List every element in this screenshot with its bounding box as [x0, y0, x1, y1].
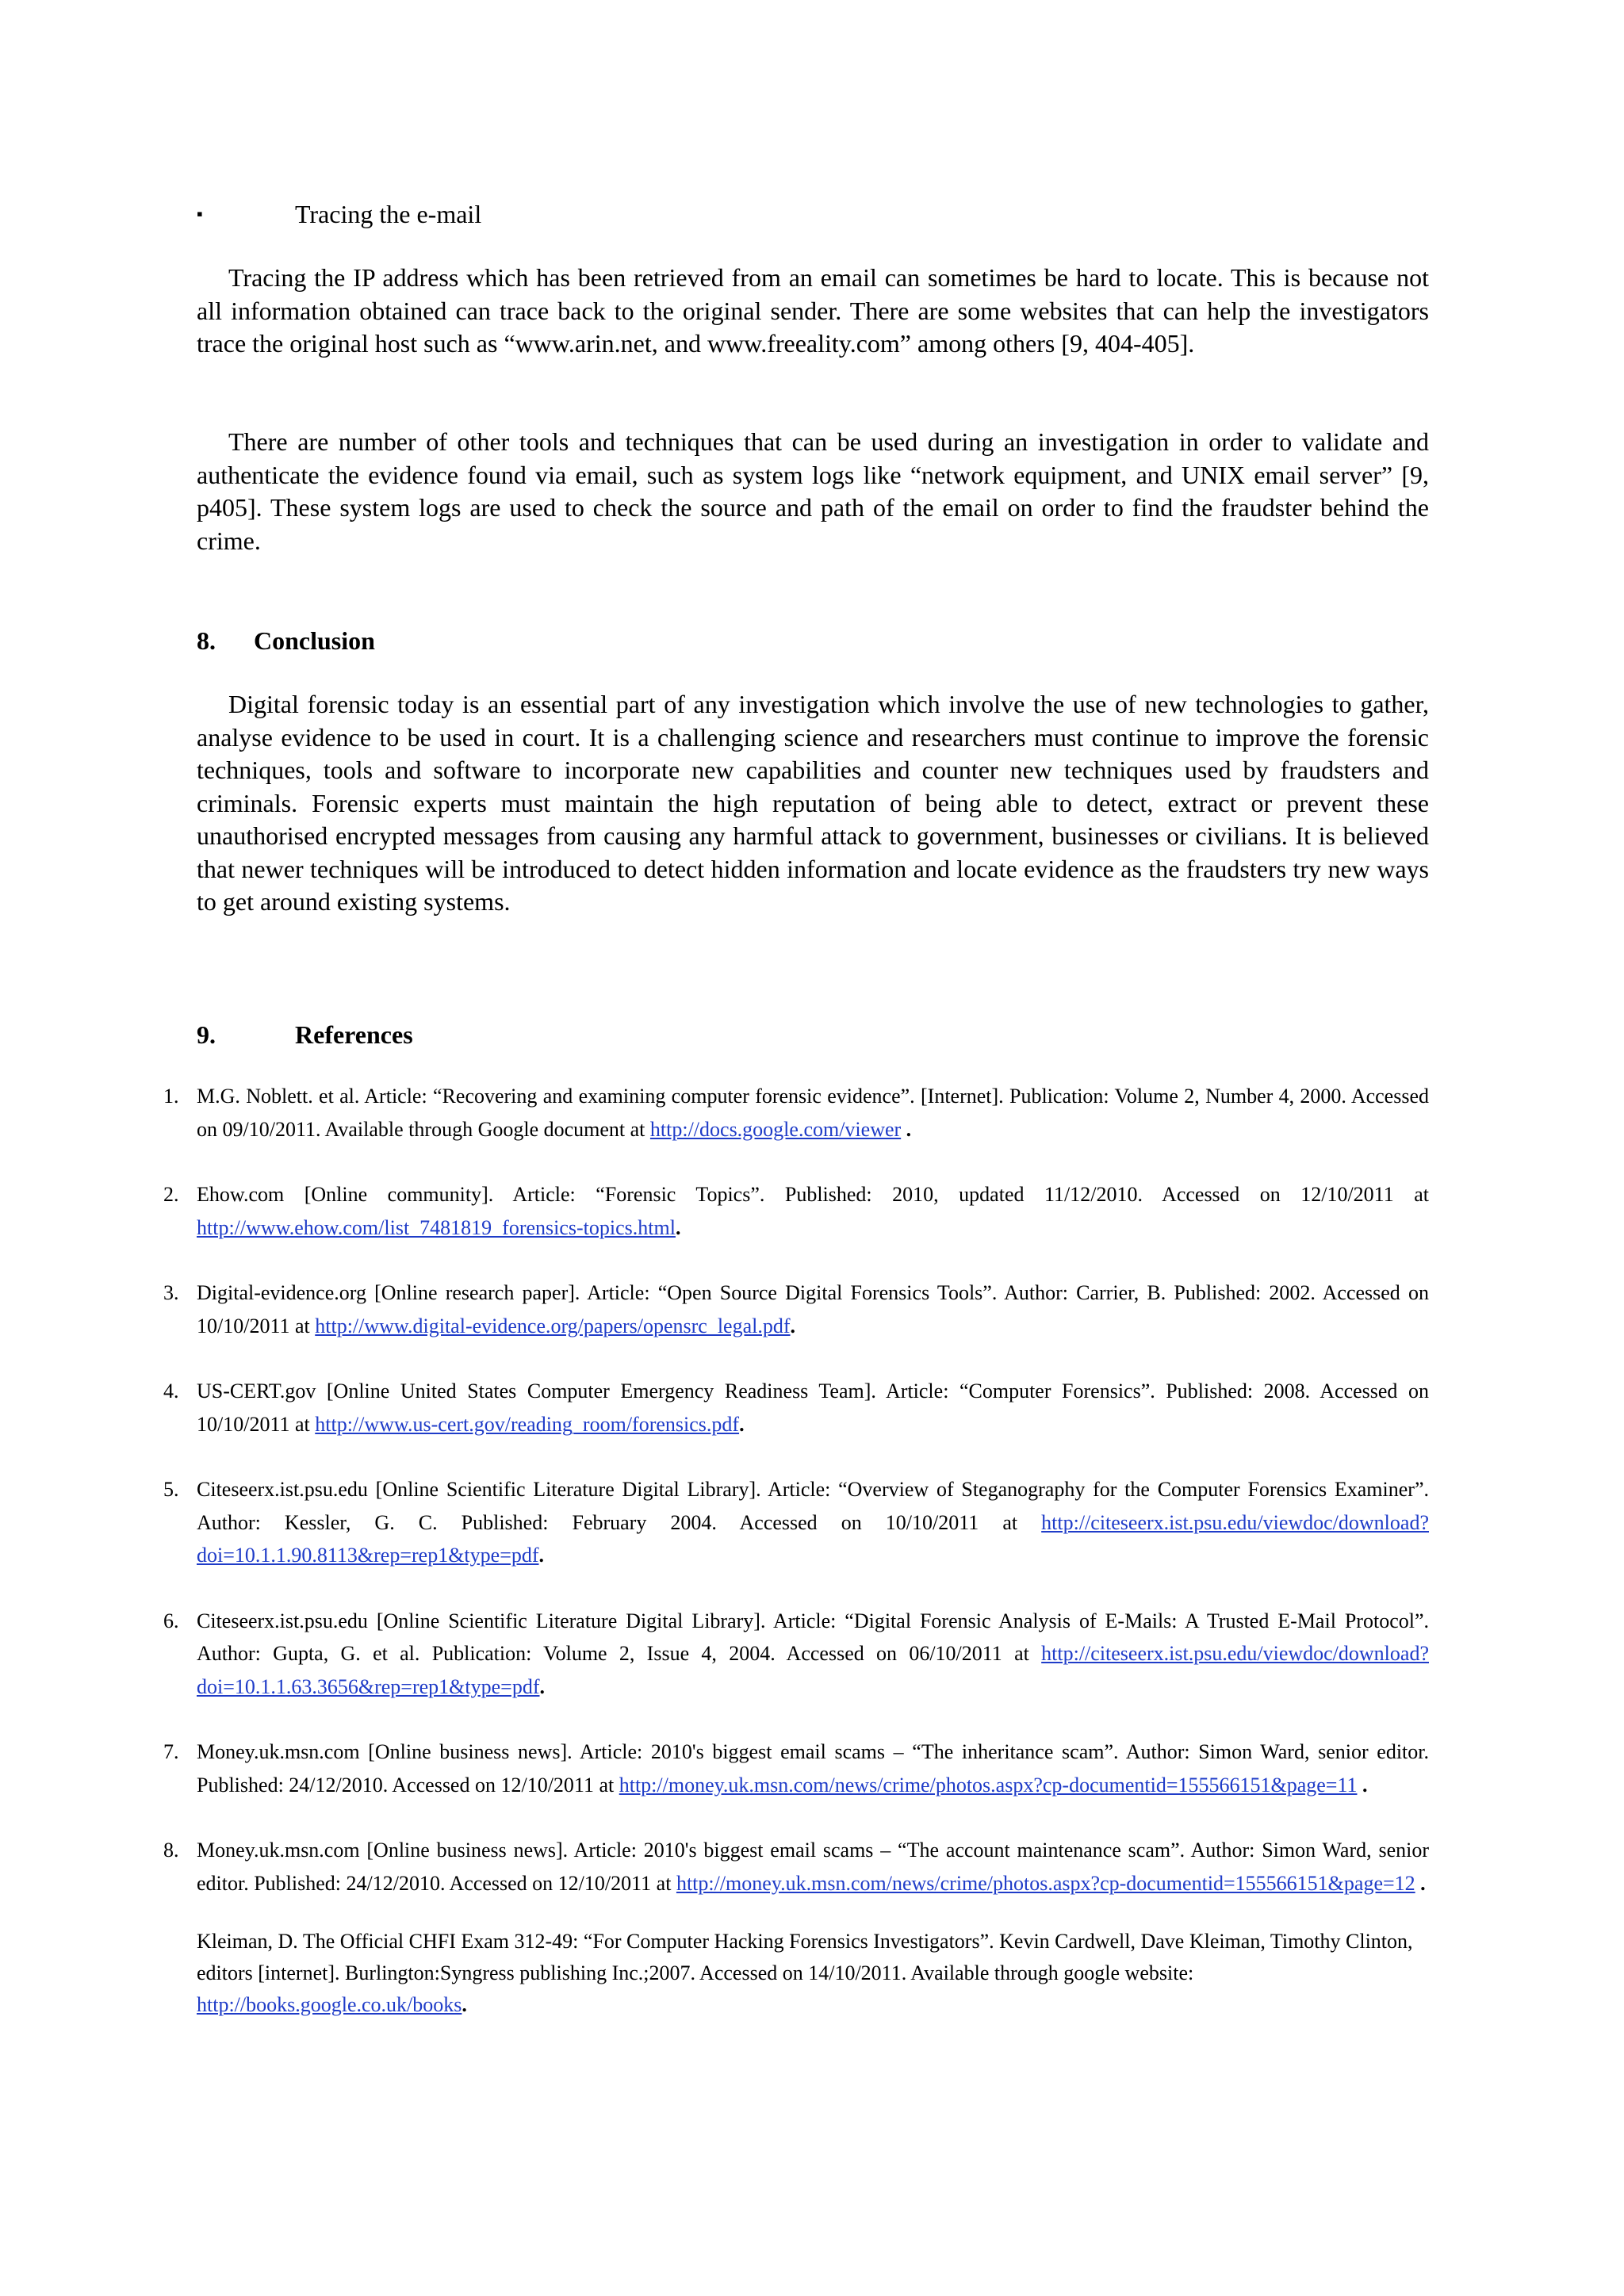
reference-link[interactable]: http://citeseerx.ist.psu.edu/viewdoc/download?doi=10.1.1.63.3656&rep=rep1&type=pdf — [197, 1642, 1429, 1698]
reference-tail: . — [1415, 1871, 1426, 1895]
reference-tail: . — [790, 1314, 796, 1337]
bullet-marker: ▪ — [197, 204, 203, 224]
section-number: 9. — [197, 1020, 216, 1049]
section-title: Conclusion — [254, 626, 375, 655]
reference-text: US-CERT.gov [Online United States Computer Emergency Readiness Team]. Article: “Computer Forensics”. Published: 2008. Accessed on 10/10/2011 at — [197, 1380, 1429, 1436]
reference-link[interactable]: http://money.uk.msn.com/news/crime/photos.aspx?cp-documentid=155566151&page=12 — [676, 1871, 1415, 1895]
reference-number: 5. — [163, 1478, 179, 1501]
paragraph-tracing-ip: Tracing the IP address which has been retrieved from an email can sometimes be hard to locate. This is because not all information obtained can trace back to the original sender. There are some websites that can help the investigators trace the original host such as “www.arin.net, and www.freeality.com” among others [9, 404-405]. — [197, 263, 1429, 358]
reference-link[interactable]: http://docs.google.com/viewer — [649, 1117, 902, 1141]
reference-number: 8. — [163, 1839, 179, 1862]
section-number: 8. — [197, 626, 216, 655]
reference-link[interactable]: http://www.digital-evidence.org/papers/opensrc_legal.pdf — [315, 1314, 791, 1337]
reference-text: Money.uk.msn.com [Online business news]. Article: 2010's biggest email scams – “The inheritance scam”. Author: Simon Ward, senior editor. Published: 24/12/2010. Accessed on 12/10/2011 at — [197, 1740, 1429, 1797]
reference-tail: . — [1357, 1773, 1368, 1797]
bullet-text: Tracing the e-mail — [295, 200, 482, 228]
reference-text: Kleiman, D. The Official CHFI Exam 312-49: “For Computer Hacking Forensics Investigators”. Kevin Cardwell, Dave Kleiman, Timothy Clinton, editors [internet]. Burlington:Syngress publishing Inc.;2007. Accessed on 14/10/2011. Available through google website: — [197, 1930, 1413, 1984]
reference-number: 7. — [163, 1740, 179, 1763]
reference-item — [0, 1605, 1429, 1704]
reference-link[interactable]: http://books.google.co.uk/books — [197, 1993, 462, 2016]
reference-link[interactable]: http://citeseerx.ist.psu.edu/viewdoc/download?doi=10.1.1.90.8113&rep=rep1&type=pdf — [197, 1510, 1429, 1567]
reference-item — [0, 1735, 1429, 1801]
reference-tail: . — [901, 1117, 912, 1141]
paragraph-conclusion: Digital forensic today is an essential part of any investigation which involve the use of new technologies to gather, analyse evidence to be used in court. It is a challenging science and researchers must continue to improve the forensic techniques, tools and software to incorporate new capabilities and counter new techniques used by fraudsters and criminals. Forensic experts must maintain the high reputation of being able to detect, extract or prevent these unauthorised encrypted messages from causing any harmful attack to government, businesses or civilians. It is believed that newer techniques will be introduced to detect hidden information and locate evidence as the fraudsters try new ways to get around existing systems. — [197, 690, 1429, 916]
reference-link[interactable]: http://money.uk.msn.com/news/crime/photos.aspx?cp-documentid=155566151&page=11 — [619, 1773, 1358, 1797]
reference-number: 4. — [163, 1380, 179, 1402]
reference-tail: . — [739, 1412, 745, 1436]
reference-item — [0, 1178, 1429, 1244]
reference-item — [0, 1834, 1429, 1900]
paragraph-tools-techniques: There are number of other tools and techniques that can be used during an investigation in order to validate and authenticate the evidence found via email, such as system logs like “network equipment, and UNIX email server” [9, p405]. These system logs are used to check the source and path of the email on order to find the fraudster behind the crime. — [197, 427, 1429, 555]
reference-text: Money.uk.msn.com [Online business news]. Article: 2010's biggest email scams – “The account maintenance scam”. Author: Simon Ward, senior editor. Published: 24/12/2010. Accessed on 12/10/2011 at — [197, 1839, 1429, 1895]
reference-text: M.G. Noblett. et al. Article: “Recovering and examining computer forensic evidence”. [Internet]. Publication: Volume 2, Number 4, 2000. Accessed on 09/10/2011. Available through Google document at — [197, 1085, 1429, 1141]
reference-text: Digital-evidence.org [Online research paper]. Article: “Open Source Digital Forensics Tools”. Author: Carrier, B. Published: 2002. Accessed on 10/10/2011 at — [197, 1281, 1429, 1337]
reference-item — [0, 1080, 1429, 1146]
reference-item — [0, 1473, 1429, 1572]
reference-tail: . — [462, 1993, 467, 2016]
reference-number: 2. — [163, 1183, 179, 1206]
reference-item — [0, 1276, 1429, 1342]
reference-tail: . — [538, 1544, 545, 1567]
section-title: References — [295, 1020, 413, 1049]
reference-text: Citeseerx.ist.psu.edu [Online Scientific Literature Digital Library]. Article: “Overview of Steganography for the Computer Forensics Examiner”. Author: Kessler, G. C. Published: February 2004. Accessed on 10/10/2011 at — [197, 1478, 1429, 1534]
reference-text: Citeseerx.ist.psu.edu [Online Scientific Literature Digital Library]. Article: “Digital Forensic Analysis of E-Mails: A Trusted E-Mail Protocol”. Author: Gupta, G. et al. Publication: Volume 2, Issue 4, 2004. Accessed on 06/10/2011 at — [197, 1609, 1429, 1665]
reference-tail: . — [675, 1215, 681, 1239]
reference-list — [0, 1080, 1624, 2053]
reference-link[interactable]: http://www.ehow.com/list_7481819_forensics-topics.html — [197, 1215, 676, 1239]
reference-link[interactable]: http://www.us-cert.gov/reading_room/forensics.pdf — [315, 1412, 740, 1436]
reference-number: 3. — [163, 1281, 179, 1304]
reference-item — [0, 1926, 1429, 2021]
reference-text: Ehow.com [Online community]. Article: “Forensic Topics”. Published: 2010, updated 11/12/2010. Accessed on 12/10/2011 at — [197, 1183, 1429, 1206]
reference-tail: . — [539, 1674, 545, 1698]
reference-number: 6. — [163, 1609, 179, 1632]
reference-item — [0, 1375, 1429, 1441]
reference-number: 1. — [163, 1085, 179, 1108]
